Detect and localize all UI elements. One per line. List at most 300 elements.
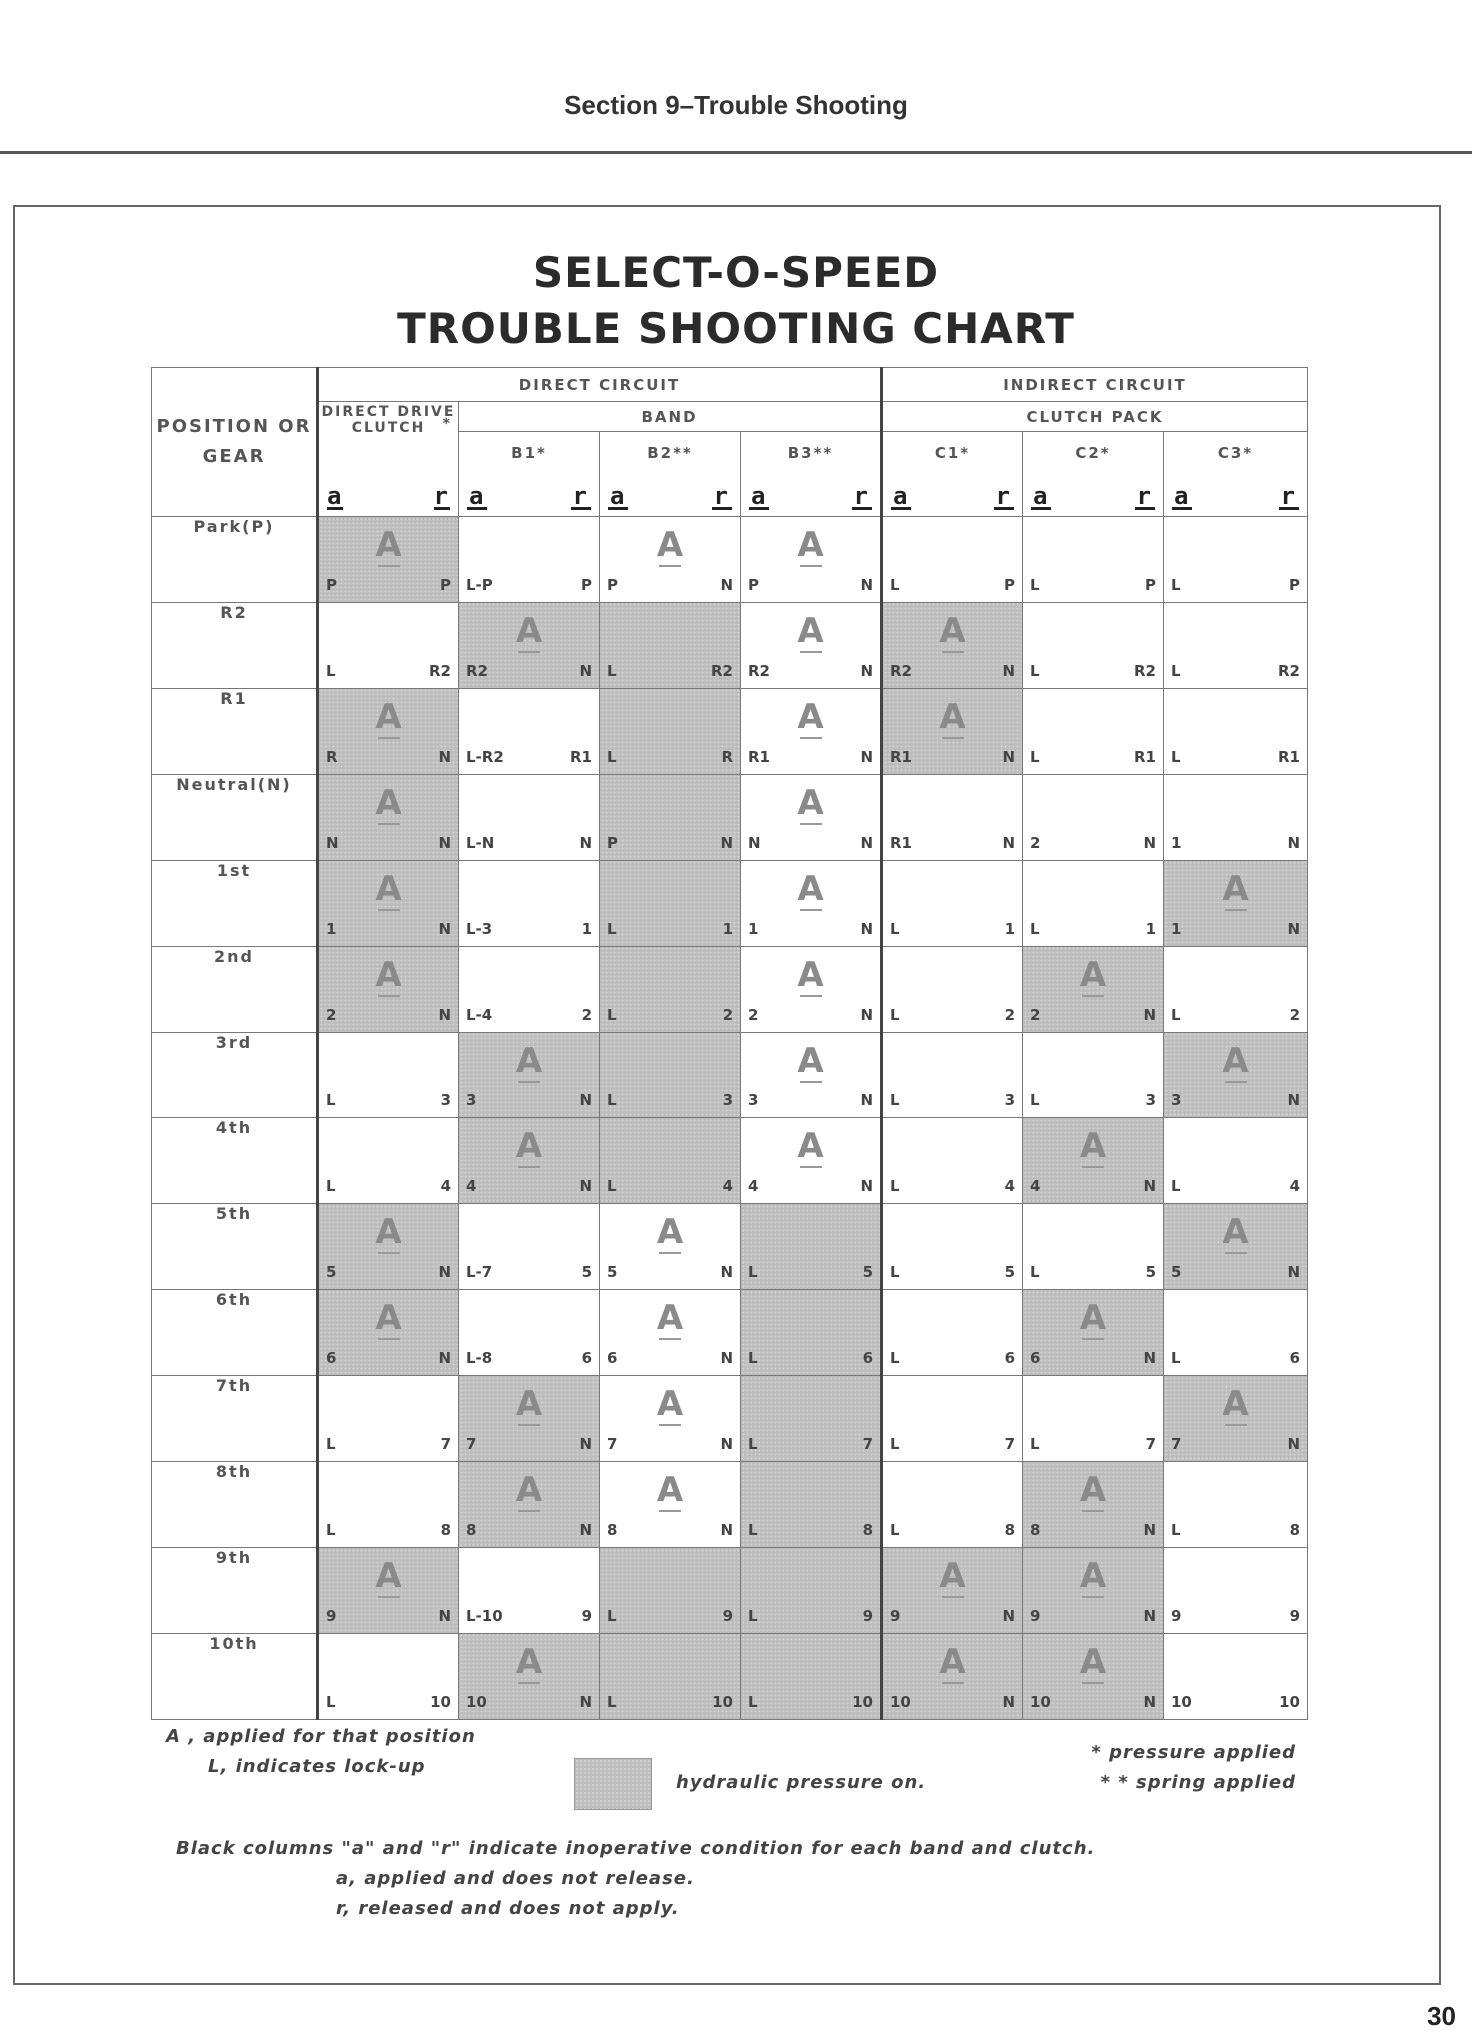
col-a-label: a	[893, 482, 910, 510]
chart-cell	[1023, 1548, 1164, 1634]
chart-cell	[1164, 688, 1308, 774]
position-label: 1st	[152, 860, 318, 946]
cell-r-value: 9	[862, 1606, 873, 1625]
table-row	[152, 1118, 1308, 1204]
cell-a-value: L	[1171, 1349, 1181, 1368]
cell-r-value: R1	[1278, 747, 1300, 766]
cell-r-value: N	[1287, 833, 1300, 852]
cell-a-value: R	[326, 747, 338, 766]
cell-r-value: N	[860, 575, 873, 594]
chart-cell	[459, 517, 600, 603]
chart-cell	[741, 1548, 882, 1634]
cell-r-value: R	[721, 747, 733, 766]
chart-cell	[600, 1204, 741, 1290]
cell-a-value: L	[607, 1177, 617, 1196]
column-name: B2**	[647, 444, 693, 463]
cell-r-value: 1	[581, 919, 592, 938]
page-number: 30	[1427, 2001, 1456, 2031]
cell-a-value: L-R2	[466, 747, 504, 766]
cell-r-value: N	[1143, 1005, 1156, 1024]
chart-cell	[882, 1633, 1023, 1719]
chart-cell	[741, 774, 882, 860]
table-row	[152, 1548, 1308, 1634]
applied-mark: A	[319, 1300, 458, 1340]
chart-cell	[882, 1032, 1023, 1118]
chart-cell	[1023, 1376, 1164, 1462]
cell-r-value: P	[1289, 575, 1300, 594]
cell-r-value: 2	[1004, 1005, 1015, 1024]
cell-r-value: 3	[1004, 1091, 1015, 1110]
cell-r-value: R1	[1134, 747, 1156, 766]
cell-r-value: 5	[1145, 1263, 1156, 1282]
chart-cell	[741, 602, 882, 688]
table-row	[152, 602, 1308, 688]
cell-a-value: L	[1171, 661, 1181, 680]
cell-a-value: N	[326, 833, 339, 852]
position-label: 4th	[152, 1118, 318, 1204]
cell-r-value: N	[1287, 919, 1300, 938]
cell-a-value: L	[326, 1521, 336, 1540]
cell-a-value: L	[1171, 1521, 1181, 1540]
cell-a-value: L	[890, 1005, 900, 1024]
applied-mark: A	[741, 1043, 880, 1083]
applied-mark: A	[741, 527, 880, 567]
cell-r-value: 2	[1289, 1005, 1300, 1024]
chart-cell	[1023, 774, 1164, 860]
cell-r-value: 10	[1279, 1693, 1300, 1711]
position-label: Park(P)	[152, 517, 318, 603]
cell-a-value: L-7	[466, 1263, 493, 1282]
chart-cell	[600, 517, 741, 603]
cell-r-value: 8	[1289, 1521, 1300, 1540]
applied-mark: A	[741, 871, 880, 911]
applied-mark: A	[319, 1214, 458, 1254]
applied-mark: A	[741, 613, 880, 653]
chart-cell	[318, 1290, 459, 1376]
chart-cell	[1023, 1118, 1164, 1204]
chart-cell	[882, 1204, 1023, 1290]
cell-r-value: N	[1287, 1263, 1300, 1282]
cell-r-value: 5	[581, 1263, 592, 1282]
cell-a-value: L	[748, 1349, 758, 1368]
chart-cell	[1164, 774, 1308, 860]
cell-a-value: L	[1171, 1005, 1181, 1024]
chart-cell	[600, 860, 741, 946]
position-header: POSITION OR GEAR	[152, 368, 318, 517]
applied-mark: A	[1164, 1386, 1307, 1426]
chart-cell	[318, 1548, 459, 1634]
cell-a-value: 2	[1030, 1005, 1041, 1024]
cell-r-value: N	[438, 1263, 451, 1282]
chart-cell	[1164, 1032, 1308, 1118]
chart-cell	[318, 1462, 459, 1548]
cell-a-value: L	[326, 1091, 336, 1110]
cell-a-value: P	[326, 575, 337, 594]
col-a-label: a	[1033, 482, 1050, 510]
applied-mark: A	[741, 785, 880, 825]
cell-a-value: 10	[1171, 1693, 1192, 1711]
chart-cell	[882, 946, 1023, 1032]
chart-cell	[318, 517, 459, 603]
legend-hydraulic-swatch	[574, 1758, 652, 1810]
legend-pressure: * pressure applied	[1091, 1742, 1296, 1763]
table-row	[152, 1204, 1308, 1290]
cell-a-value: L	[890, 1349, 900, 1368]
applied-mark: A	[1164, 1214, 1307, 1254]
cell-a-value: R1	[890, 833, 912, 852]
cell-a-value: 9	[326, 1606, 337, 1625]
cell-r-value: N	[860, 919, 873, 938]
cell-r-value: 4	[1289, 1177, 1300, 1196]
chart-cell	[600, 1633, 741, 1719]
chart-cell	[459, 1118, 600, 1204]
cell-a-value: L	[607, 661, 617, 680]
position-label: R1	[152, 688, 318, 774]
cell-r-value: N	[1143, 1606, 1156, 1625]
chart-cell	[741, 517, 882, 603]
cell-r-value: 5	[862, 1263, 873, 1282]
applied-mark: A	[319, 1558, 458, 1598]
cell-r-value: N	[1143, 1177, 1156, 1196]
applied-mark: A	[600, 527, 740, 567]
cell-a-value: R1	[890, 747, 912, 766]
cell-r-value: 10	[712, 1693, 733, 1711]
cell-a-value: 8	[466, 1521, 477, 1540]
column-name: C2*	[1075, 444, 1111, 463]
cell-r-value: 5	[1004, 1263, 1015, 1282]
cell-a-value: 9	[1171, 1606, 1182, 1625]
chart-cell	[741, 946, 882, 1032]
cell-a-value: L	[890, 1091, 900, 1110]
cell-a-value: R2	[748, 661, 770, 680]
cell-r-value: R2	[429, 661, 451, 680]
applied-mark: A	[319, 699, 458, 739]
chart-cell	[459, 688, 600, 774]
direct-circuit-header: DIRECT CIRCUIT	[318, 368, 882, 402]
cell-a-value: 2	[748, 1005, 759, 1024]
clutch-pack-header: CLUTCH PACK	[882, 402, 1308, 432]
legend-note-black-columns: Black columns "a" and "r" indicate inoperative condition for each band and clutch.	[176, 1838, 1096, 1859]
cell-a-value: P	[748, 575, 759, 594]
col-r-label: r	[853, 482, 870, 510]
chart-cell	[1023, 1633, 1164, 1719]
chart-cell	[459, 860, 600, 946]
cell-r-value: N	[860, 1177, 873, 1196]
cell-r-value: 1	[1145, 919, 1156, 938]
chart-cell	[1164, 1462, 1308, 1548]
column-name: B1*	[511, 444, 547, 463]
cell-a-value: L	[1171, 1177, 1181, 1196]
chart-cell	[882, 1462, 1023, 1548]
cell-a-value: 3	[466, 1091, 477, 1110]
table-row	[152, 1633, 1308, 1719]
column-header	[459, 432, 600, 517]
chart-cell	[882, 688, 1023, 774]
chart-cell	[882, 602, 1023, 688]
chart-cell	[459, 1633, 600, 1719]
direct-drive-clutch-header	[318, 402, 459, 517]
chart-cell	[459, 774, 600, 860]
applied-mark: A	[600, 1472, 740, 1512]
cell-a-value: L	[890, 1177, 900, 1196]
table-row	[152, 1376, 1308, 1462]
chart-cell	[1164, 860, 1308, 946]
column-name: C1*	[934, 444, 971, 463]
position-label: 8th	[152, 1462, 318, 1548]
cell-r-value: N	[860, 1005, 873, 1024]
cell-r-value: N	[1143, 1521, 1156, 1540]
table-row	[152, 517, 1308, 603]
chart-cell	[1164, 1118, 1308, 1204]
cell-a-value: P	[607, 833, 618, 852]
legend-note-r: r, released and does not apply.	[336, 1898, 680, 1919]
cell-r-value: N	[860, 747, 873, 766]
chart-cell	[600, 1290, 741, 1376]
cell-r-value: N	[860, 1091, 873, 1110]
column-name: B3**	[787, 444, 834, 463]
cell-r-value: 8	[1004, 1521, 1015, 1540]
cell-r-value: N	[1143, 1693, 1156, 1711]
cell-a-value: L	[607, 1606, 617, 1625]
applied-mark: A	[1023, 957, 1163, 997]
chart-cell	[600, 1118, 741, 1204]
chart-cell	[459, 1032, 600, 1118]
chart-cell	[1023, 1462, 1164, 1548]
chart-cell	[1023, 946, 1164, 1032]
cell-a-value: L	[748, 1263, 758, 1282]
cell-a-value: 1	[748, 919, 759, 938]
applied-mark: A	[319, 957, 458, 997]
chart-cell	[1164, 1290, 1308, 1376]
applied-mark: A	[459, 1386, 599, 1426]
applied-mark: A	[459, 1043, 599, 1083]
cell-a-value: L	[890, 1263, 900, 1282]
chart-title	[0, 245, 1472, 357]
cell-a-value: L	[890, 575, 900, 594]
applied-mark: A	[1023, 1644, 1163, 1684]
cell-r-value: N	[1287, 1435, 1300, 1454]
applied-mark: A	[1023, 1472, 1163, 1512]
cell-r-value: N	[438, 1005, 451, 1024]
cell-r-value: 1	[1004, 919, 1015, 938]
cell-r-value: R2	[1134, 661, 1156, 680]
cell-r-value: N	[438, 833, 451, 852]
cell-r-value: 9	[1289, 1606, 1300, 1625]
chart-cell	[600, 1376, 741, 1462]
chart-cell	[882, 1548, 1023, 1634]
title-line-1: SELECT-O-SPEED	[532, 248, 940, 297]
cell-r-value: P	[581, 575, 592, 594]
chart-cell	[741, 688, 882, 774]
legend-applied: A , applied for that position	[166, 1726, 476, 1747]
cell-r-value: N	[579, 1693, 592, 1711]
chart-cell	[459, 1290, 600, 1376]
cell-r-value: N	[1143, 833, 1156, 852]
chart-cell	[1023, 860, 1164, 946]
cell-a-value: 7	[466, 1435, 477, 1454]
cell-r-value: N	[720, 575, 733, 594]
chart-cell	[741, 1032, 882, 1118]
cell-a-value: L-10	[466, 1606, 503, 1625]
cell-a-value: L	[326, 1177, 336, 1196]
chart-cell	[318, 602, 459, 688]
cell-a-value: L	[607, 1693, 617, 1711]
applied-mark: A	[741, 957, 880, 997]
cell-r-value: 10	[430, 1693, 451, 1711]
cell-r-value: N	[1002, 833, 1015, 852]
chart-cell	[318, 1118, 459, 1204]
column-header	[1023, 432, 1164, 517]
cell-r-value: R2	[711, 661, 733, 680]
chart-cell	[318, 688, 459, 774]
cell-a-value: P	[607, 575, 618, 594]
chart-cell	[600, 1462, 741, 1548]
chart-cell	[318, 774, 459, 860]
chart-cell	[1164, 602, 1308, 688]
chart-cell	[600, 1548, 741, 1634]
cell-r-value: 8	[440, 1521, 451, 1540]
cell-a-value: N	[748, 833, 761, 852]
table-row	[152, 774, 1308, 860]
chart-cell	[459, 946, 600, 1032]
chart-cell	[1023, 1204, 1164, 1290]
cell-a-value: 8	[1030, 1521, 1041, 1540]
cell-a-value: L	[1171, 747, 1181, 766]
chart-cell	[1023, 602, 1164, 688]
cell-a-value: R2	[890, 661, 912, 680]
col-r-label: r	[433, 482, 450, 510]
col-r-label: r	[572, 482, 589, 510]
chart-cell	[741, 860, 882, 946]
cell-a-value: 1	[1171, 919, 1182, 938]
cell-r-value: P	[1145, 575, 1156, 594]
cell-r-value: 3	[1145, 1091, 1156, 1110]
cell-a-value: L	[748, 1521, 758, 1540]
position-label: R2	[152, 602, 318, 688]
cell-r-value: 6	[1004, 1349, 1015, 1368]
cell-a-value: L	[1171, 575, 1181, 594]
cell-r-value: 3	[722, 1091, 733, 1110]
position-label: 6th	[152, 1290, 318, 1376]
cell-a-value: 7	[607, 1435, 618, 1454]
trouble-shooting-table	[151, 367, 1308, 1720]
cell-a-value: L	[326, 1435, 336, 1454]
position-label: 10th	[152, 1633, 318, 1719]
applied-mark: A	[1023, 1128, 1163, 1168]
cell-a-value: L	[1030, 1263, 1040, 1282]
cell-r-value: R1	[570, 747, 592, 766]
column-header	[882, 432, 1023, 517]
cell-a-value: 8	[607, 1521, 618, 1540]
applied-mark: A	[883, 699, 1022, 739]
chart-cell	[741, 1462, 882, 1548]
chart-cell	[459, 1204, 600, 1290]
chart-cell	[318, 860, 459, 946]
chart-cell	[1164, 517, 1308, 603]
cell-r-value: N	[1287, 1091, 1300, 1110]
cell-r-value: N	[1002, 1693, 1015, 1711]
chart-cell	[1164, 1204, 1308, 1290]
applied-mark: A	[459, 1128, 599, 1168]
header-rule	[0, 151, 1472, 154]
applied-mark: A	[459, 1644, 599, 1684]
cell-r-value: N	[438, 747, 451, 766]
applied-mark: A	[319, 527, 458, 567]
cell-a-value: L-P	[466, 575, 493, 594]
applied-mark: A	[741, 1128, 880, 1168]
cell-a-value: L-4	[466, 1005, 493, 1024]
applied-mark: A	[1023, 1558, 1163, 1598]
table-row	[152, 860, 1308, 946]
col-a-label: a	[751, 482, 768, 510]
cell-r-value: N	[579, 1091, 592, 1110]
cell-r-value: N	[438, 1606, 451, 1625]
cell-r-value: 4	[1004, 1177, 1015, 1196]
cell-a-value: L	[1030, 747, 1040, 766]
applied-mark: A	[600, 1214, 740, 1254]
cell-r-value: N	[1002, 661, 1015, 680]
cell-r-value: 10	[852, 1693, 873, 1711]
cell-r-value: N	[720, 1521, 733, 1540]
legend-spring: * * spring applied	[1100, 1772, 1296, 1793]
cell-a-value: 3	[1171, 1091, 1182, 1110]
applied-mark: A	[883, 613, 1022, 653]
cell-a-value: 10	[890, 1693, 911, 1711]
cell-a-value: L	[326, 661, 336, 680]
chart-cell	[1023, 1032, 1164, 1118]
chart-cell	[741, 1290, 882, 1376]
applied-mark: A	[459, 1472, 599, 1512]
cell-a-value: L	[326, 1693, 336, 1711]
chart-cell	[459, 1548, 600, 1634]
chart-cell	[741, 1376, 882, 1462]
cell-r-value: 7	[1145, 1435, 1156, 1454]
col-r-label: r	[1280, 482, 1297, 510]
cell-a-value: 7	[1171, 1435, 1182, 1454]
direct-drive-mark: *	[442, 416, 452, 432]
cell-r-value: 7	[440, 1435, 451, 1454]
applied-mark: A	[883, 1558, 1022, 1598]
chart-cell	[1023, 688, 1164, 774]
cell-r-value: 6	[581, 1349, 592, 1368]
chart-cell	[1164, 946, 1308, 1032]
cell-r-value: N	[579, 1521, 592, 1540]
column-header	[600, 432, 741, 517]
cell-r-value: N	[860, 661, 873, 680]
position-label: 2nd	[152, 946, 318, 1032]
col-a-label: a	[1174, 482, 1191, 510]
cell-r-value: N	[579, 1177, 592, 1196]
chart-cell	[882, 517, 1023, 603]
cell-r-value: 3	[440, 1091, 451, 1110]
applied-mark: A	[600, 1300, 740, 1340]
chart-cell	[882, 1118, 1023, 1204]
title-line-2: TROUBLE SHOOTING CHART	[397, 304, 1075, 353]
cell-a-value: L	[890, 919, 900, 938]
cell-a-value: 1	[1171, 833, 1182, 852]
cell-a-value: 4	[466, 1177, 477, 1196]
chart-cell	[600, 1032, 741, 1118]
col-a-label: a	[610, 482, 627, 510]
cell-r-value: N	[720, 833, 733, 852]
chart-cell	[1023, 517, 1164, 603]
table-row	[152, 1462, 1308, 1548]
chart-cell	[600, 688, 741, 774]
chart-cell	[882, 1376, 1023, 1462]
applied-mark: A	[883, 1644, 1022, 1684]
section-header: Section 9–Trouble Shooting	[564, 90, 908, 120]
cell-r-value: N	[860, 833, 873, 852]
